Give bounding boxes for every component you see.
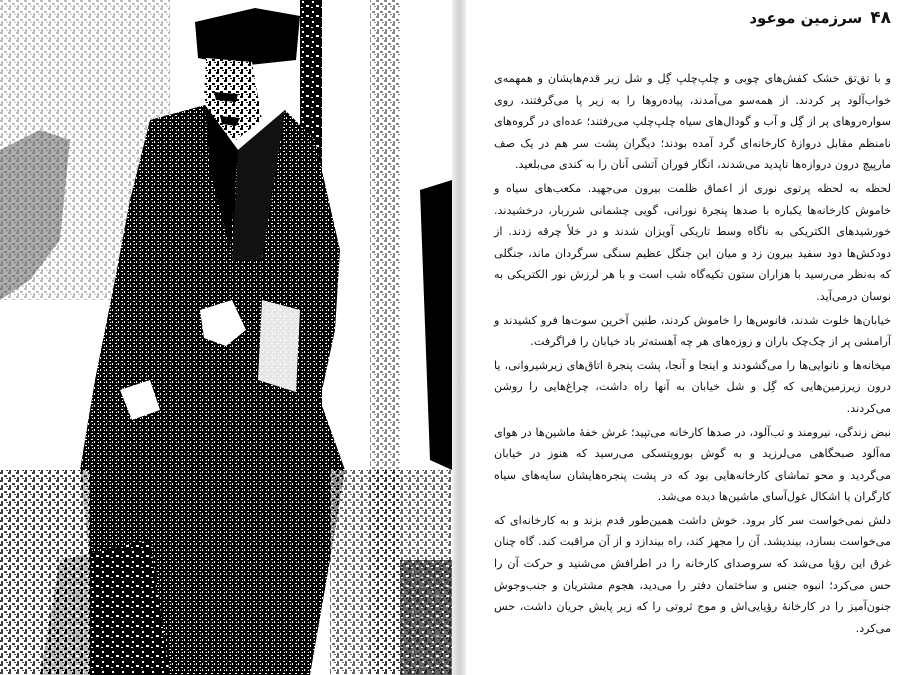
paragraph: لحظه به لحظه پرتوی نوری از اعماق ظلمت بیرون می‌جهید. مکعب‌های سیاه و خاموش کارخانه‌ها یکباره با صدها پنجرهٔ نورانی، گویی چشمانی شرربار، درخشیدند. خورشیدهای الکتریکی به ناگاه وسط تاریکی آویزان شدند و در خلأ چرقه زدند. از دودکش‌ها دود سفید بیرون زد و میان این جنگل عظیم سنگی سرگردان ماند، جنگلی که به‌نظر می‌رسید با هزاران ستون تکیه‌گاه شب است و با هر لرزش نور الکتریکی به نوسان درمی‌آید. xyxy=(494,181,891,303)
paragraph: نبض زندگی، نیرومند و تب‌آلود، در صدها کارخانه می‌تپید؛ غرش خفهٔ ماشین‌ها در هوای مه‌آلود صبحگاهی می‌لرزید و به گوش بورویتسکی می‌رسید که هنوز در خیابان می‌گردید و محو تماشای کارخانه‌هایی بود که در پشت پنجره‌هایشان سایه‌های سیاه کارگران یا اشکال غول‌آسای ماشین‌ها دیده می‌شد. xyxy=(494,425,891,504)
paragraph: و با تق‌تق خشک کفش‌های چوبی و چلپ‌چلپ گِل و شل زیر قدم‌هایشان و همهمه‌ی خواب‌آلود پر کردند. از همه‌سو می‌آمدند، پیاده‌روها را به زیر پا می‌گرفتند، روی سواره‌روهای پر از گِل و آب و گودال‌های سیاه چلپ‌چلپ می‌رفتند؛ عده‌ای در گروه‌های نامنظم مقابل دروازهٔ کارخانه‌ای گرد آمده بودند؛ دیگران پشت سر هم در یک صف مارپیچ درون دروازه‌ها ناپدید می‌شدند، انگار فوران آتشی آنان را به کندی می‌بلعید. xyxy=(494,72,891,172)
running-title: سرزمین موعود xyxy=(749,9,863,27)
body-text xyxy=(494,68,891,639)
paragraph: میخانه‌ها و نانوایی‌ها را می‌گشودند و اینجا و آنجا، پشت پنجرهٔ اتاق‌های زیرشیروانی، یا درون زیرزمین‌هایی که گِل و شل خیابان به آنها راه داشت، چراغ‌هایی را روشن می‌کردند. xyxy=(494,358,891,415)
paragraph: خیابان‌ها خلوت شدند، فانوس‌ها را خاموش کردند، طنین آخرین سوت‌ها فرو کشیدند و آرامشی پر از چک‌چک باران و زوزه‌های هر چه آهسته‌تر باد خیابان را فراگرفت. xyxy=(494,313,891,349)
page-number: ۴۸ xyxy=(870,8,891,28)
paragraph: دلش نمی‌خواست سر کار برود. خوش داشت همین‌طور قدم بزند و به کارخانه‌ای که می‌خواست بسازد، بیندیشد. آن را مجهز کند، راه بیندازد و از آن مراقبت کند. گاه چنان غرق این رؤیا می‌شد که سروصدای کارخانه را در اطرافش می‌شنید و حرکت آن را حس می‌کرد؛ انبوه جنس و ساختمان دفتر را می‌دید، هجوم مشتریان و جنب‌وجوش جنون‌آمیز را در کارخانهٔ رؤیایی‌اش و موج ثروتی را که زیر پایش جریان داشت، حس می‌کرد. xyxy=(494,513,891,635)
page-header xyxy=(491,8,891,28)
right-page-text xyxy=(466,0,899,675)
book-gutter xyxy=(452,0,466,675)
